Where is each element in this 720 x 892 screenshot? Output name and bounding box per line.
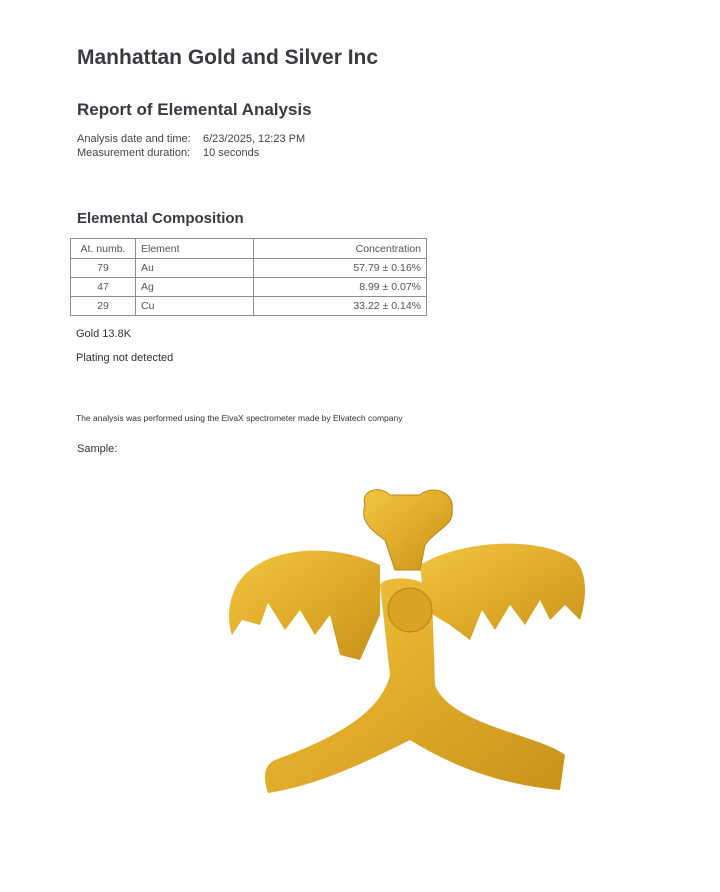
composition-title: Elemental Composition xyxy=(77,210,244,227)
company-name: Manhattan Gold and Silver Inc xyxy=(77,46,379,69)
cell-element: Au xyxy=(136,259,254,278)
cell-at-numb: 47 xyxy=(71,278,136,297)
cell-concentration: 33.22 ± 0.14% xyxy=(254,297,427,316)
sample-label: Sample: xyxy=(77,443,118,455)
composition-table xyxy=(70,238,427,316)
cell-element: Cu xyxy=(136,297,254,316)
pendant-left-wing xyxy=(229,551,380,660)
cell-concentration: 57.79 ± 0.16% xyxy=(254,259,427,278)
sample-image xyxy=(220,485,590,805)
header-at-numb: At. numb. xyxy=(71,239,136,259)
header-concentration: Concentration xyxy=(254,239,427,259)
header-element: Element xyxy=(136,239,254,259)
pendant-chest-face xyxy=(388,588,432,632)
report-title: Report of Elemental Analysis xyxy=(77,100,312,119)
meta-value-duration: 10 seconds xyxy=(203,147,260,159)
pendant-right-wing xyxy=(420,544,585,640)
cell-concentration: 8.99 ± 0.07% xyxy=(254,278,427,297)
table-row xyxy=(71,278,427,297)
cell-at-numb: 79 xyxy=(71,259,136,278)
plating-status: Plating not detected xyxy=(76,352,174,364)
table-row xyxy=(71,259,427,278)
cell-element: Ag xyxy=(136,278,254,297)
gold-karat: Gold 13.8K xyxy=(76,328,132,340)
meta-label-duration: Measurement duration: xyxy=(77,147,191,159)
cell-at-numb: 29 xyxy=(71,297,136,316)
meta-value-date: 6/23/2025, 12:23 PM xyxy=(203,133,306,145)
meta-label-date: Analysis date and time: xyxy=(77,133,191,145)
footnote: The analysis was performed using the ElvaX spectrometer made by Elvatech company xyxy=(76,413,403,423)
table-header-row xyxy=(71,239,427,259)
table-row xyxy=(71,297,427,316)
